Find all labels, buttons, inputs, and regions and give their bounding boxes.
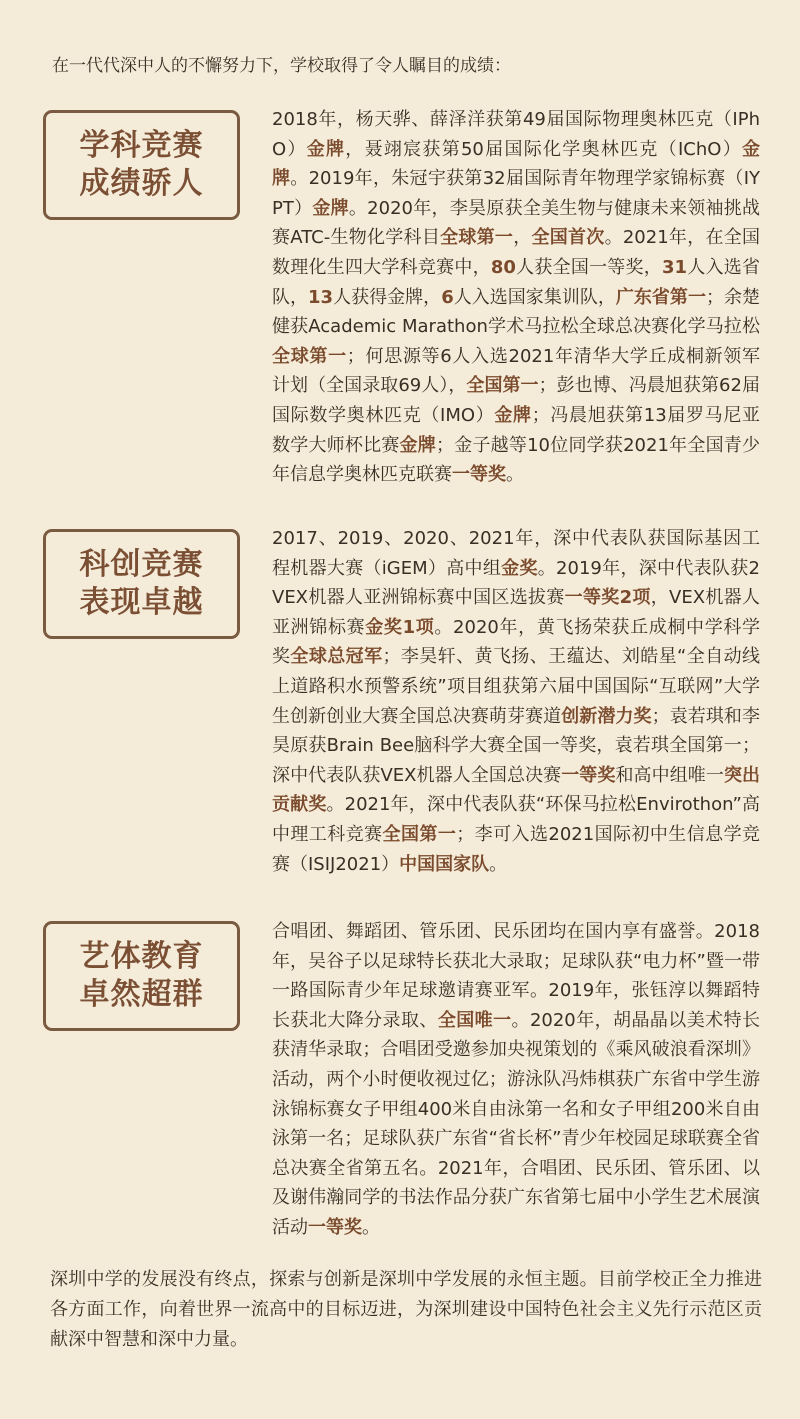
- section-label-innovation: [43, 529, 240, 639]
- body-text: 。2019年，朱冠宇获第32届国际青年物理学家锦标赛（IYPT）: [272, 168, 761, 219]
- body-text: ；李可入选2021国际初中生信息学竞赛（ISIJ2021）: [272, 823, 760, 875]
- highlight-text: 一等奖2项: [564, 587, 651, 609]
- highlight-text: 金奖1项: [365, 616, 435, 638]
- highlight-text: 31: [662, 256, 688, 278]
- body-text: ；冯晨旭获第13届罗马尼亚数学大师杯比赛: [272, 404, 760, 456]
- body-text: 人获得金牌，: [333, 286, 442, 308]
- body-text: 人入选省队，: [272, 256, 761, 308]
- body-text: 。2020年，黄飞扬荣获丘成桐中学科学奖: [272, 616, 760, 668]
- highlight-text: 6: [441, 286, 454, 308]
- body-text: 。2021年，在全国数理化生四大学科竞赛中，: [272, 227, 761, 278]
- body-text: 人入选国家集训队，: [453, 286, 616, 308]
- highlight-text: 金牌: [399, 434, 436, 456]
- highlight-text: 一等奖: [561, 764, 616, 786]
- highlight-text: 全球第一: [440, 227, 514, 249]
- section-label-line: 科创竞赛: [79, 547, 204, 582]
- section-label-line: 卓然超群: [79, 977, 204, 1012]
- highlight-text: 金奖: [501, 557, 538, 579]
- highlight-text: 广东省第一: [615, 286, 706, 308]
- section-label-line: 学科竞赛: [79, 128, 204, 163]
- section-label-line: 成绩骄人: [79, 166, 204, 201]
- intro-text: 在一代代深中人的不懈努力下，学校取得了令人瞩目的成绩：: [52, 56, 511, 76]
- body-text: 。: [489, 853, 508, 875]
- highlight-text: 中国国家队: [399, 853, 490, 875]
- section-label-academic: [43, 110, 240, 220]
- highlight-text: 突出贡献奖: [272, 764, 761, 816]
- highlight-text: 金牌: [494, 404, 532, 426]
- body-text: ；余楚健获Academic Marathon学术马拉松全球总决赛化学马拉松: [272, 286, 760, 338]
- highlight-text: 全国第一: [466, 375, 539, 397]
- highlight-text: 全球总冠军: [290, 646, 383, 668]
- body-text: 。2019年，深中代表队获2VEX机器人亚洲锦标赛中国区选拔赛: [272, 557, 760, 609]
- highlight-text: 创新潜力奖: [561, 705, 652, 727]
- body-text: ，VEX机器人亚洲锦标赛: [272, 587, 760, 638]
- body-text: 2018年，杨天骅、薛泽洋获第49届国际物理奥林匹克（IPhO）: [272, 109, 760, 160]
- body-text: 。2020年，胡晶晶以美术特长获清华录取；合唱团受邀参加央视策划的《乘风破浪看深圳》活动，两个小时便收视过亿；游泳队冯炜棋获广东省中学生游泳锦标赛女子甲组400米自由泳第一名和女子甲组200米自由泳第一名；足球队获广东省“省长杯”青少年校园足球联赛全省总决赛全省第五名。2021年，合唱团、民乐团、管乐团、以及谢伟瀚同学的书法作品分获广东省第七届中小学生艺术展演活动: [272, 1009, 761, 1238]
- highlight-text: 全球第一: [272, 345, 347, 367]
- section-text-academic: [272, 105, 760, 490]
- highlight-text: 全国唯一: [437, 1009, 512, 1031]
- highlight-text: 13: [308, 286, 334, 308]
- body-text: ，: [513, 227, 532, 249]
- section-text-innovation: [272, 524, 760, 879]
- body-text: 。2021年，深中代表队获“环保马拉松Envirothon”高中理工科竞赛: [272, 794, 761, 845]
- section-text-arts-sports: [272, 917, 760, 1243]
- body-text: ；金子越等10位同学获2021年全国青少年信息学奥林匹克联赛: [272, 434, 761, 486]
- highlight-text: 全国第一: [382, 823, 457, 845]
- section-label-arts-sports: [43, 921, 240, 1031]
- section-label-line: 艺体教育: [79, 939, 204, 974]
- highlight-text: 一等奖: [308, 1216, 362, 1238]
- closing-text: 深圳中学的发展没有终点，探索与创新是深圳中学发展的永恒主题。目前学校正全力推进各方面工作，向着世界一流高中的目标迈进，为深圳建设中国特色社会主义先行示范区贡献深中智慧和深中力量。: [50, 1269, 762, 1350]
- body-text: 人获全国一等奖，: [515, 256, 663, 278]
- body-text: ；彭也博、冯晨旭获第62届国际数学奥林匹克（IMO）: [272, 375, 760, 426]
- highlight-text: 80: [490, 256, 516, 278]
- body-text: ；袁若琪和李昊原获Brain Bee脑科学大赛全国一等奖，袁若琪全国第一；深中代表队获VEX机器人全国总决赛: [272, 705, 761, 786]
- highlight-text: 金牌: [312, 197, 349, 219]
- body-text: 。: [506, 464, 524, 486]
- highlight-text: 金牌: [272, 138, 760, 190]
- body-text: ；何思源等6人入选2021年清华大学丘成桐新领军计划（全国录取69人），: [272, 345, 761, 397]
- body-text: 2017、2019、2020、2021年，深中代表队获国际基因工程机器大赛（iGEM）高中组: [272, 528, 760, 579]
- body-text: 。: [362, 1216, 380, 1238]
- section-label-line: 表现卓越: [79, 585, 204, 620]
- body-text: 和高中组唯一: [615, 764, 724, 786]
- body-text: 。2020年，李昊原获全美生物与健康未来领袖挑战赛ATC-生物化学科目: [272, 197, 761, 249]
- highlight-text: 一等奖: [452, 464, 506, 486]
- body-text: ；李昊轩、黄飞扬、王蕴达、刘皓星“全自动线上道路积水预警系统”项目组获第六届中国国际“互联网”大学生创新创业大赛全国总决赛萌芽赛道: [272, 646, 761, 727]
- body-text: 合唱团、舞蹈团、管乐团、民乐团均在国内享有盛誉。2018年，吴谷子以足球特长获北大录取；足球队获“电力杯”暨一带一路国际青少年足球邀请赛亚军。2019年，张钰淳以舞蹈特长获北大降分录取、: [272, 921, 760, 1031]
- highlight-text: 金牌: [306, 138, 346, 160]
- highlight-text: 全国首次: [531, 227, 605, 249]
- body-text: ，聂翊宸获第50届国际化学奥林匹克（IChO）: [345, 138, 742, 160]
